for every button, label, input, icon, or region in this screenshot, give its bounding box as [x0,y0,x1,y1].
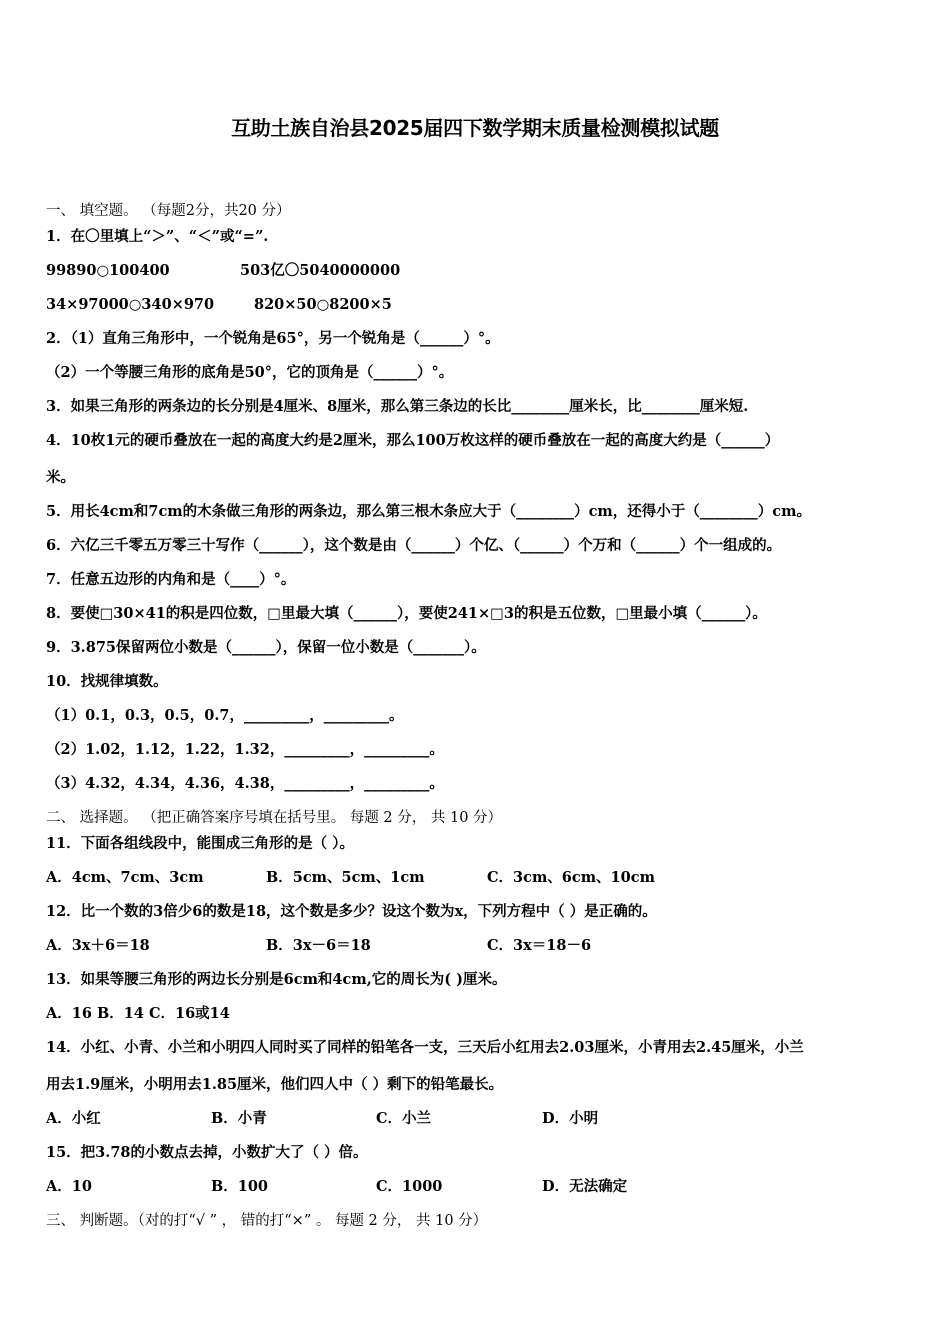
question-7: 7．任意五边形的内角和是（____）°。 [46,571,296,588]
question-15-option-a: A．10 [46,1178,92,1195]
question-14-option-c: C．小兰 [376,1110,432,1127]
question-4-line1: 4．10枚1元的硬币叠放在一起的高度大约是2厘米，那么100万枚这样的硬币叠放在一起的高度大约是（______） [46,432,780,449]
question-6: 6．六亿三千零五万零三十写作（______），这个数是由（______）个亿、（______）个万和（______）个一组成的。 [46,537,782,554]
section-2-heading: 二、 选择题。 （把正确答案序号填在括号里。 每题 2 分， 共 10 分） [46,810,503,826]
question-13-options: A．16 B．14 C．16或14 [46,1005,230,1022]
question-8: 8．要使□30×41的积是四位数，□里最大填（______），要使241×□3的积是五位数，□里最小填（______）。 [46,605,767,622]
question-4-line2: 米。 [46,469,75,486]
question-9: 9．3.875保留两位小数是（______），保留一位小数是（_______）。 [46,639,486,656]
question-12-option-b: B．3x－6＝18 [266,937,371,954]
page-title: 互助土族自治县2025届四下数学期末质量检测模拟试题 [231,116,719,140]
question-2-part2: （2）一个等腰三角形的底角是50°，它的顶角是（______）°。 [46,364,454,381]
question-12-option-c: C．3x＝18－6 [487,937,592,954]
question-10-part2: （2）1.02，1.12，1.22，1.32，_________，_________。 [46,741,444,758]
question-5: 5．用长4cm和7cm的木条做三角形的两条边，那么第三根木条应大于（________）cm，还得小于（________）cm。 [46,503,811,520]
question-13-stem: 13．如果等腰三角形的两边长分别是6cm和4cm,它的周长为( )厘米。 [46,971,507,988]
question-2-part1: 2．（1）直角三角形中，一个锐角是65°，另一个锐角是（______）°。 [46,330,500,347]
question-11-stem: 11．下面各组线段中，能围成三角形的是（ ）。 [46,835,354,852]
question-15-option-c: C．1000 [376,1178,443,1195]
question-1-row2-right: 820×50○8200×5 [254,296,392,313]
question-12-stem: 12．比一个数的3倍少6的数是18，这个数是多少？设这个数为x，下列方程中（ ）是正确的。 [46,903,657,920]
question-11-option-b: B．5cm、5cm、1cm [266,869,425,886]
question-15-option-d: D．无法确定 [542,1178,628,1195]
question-14-option-b: B．小青 [211,1110,267,1127]
question-10-part1: （1）0.1，0.3，0.5，0.7，_________，_________。 [46,707,404,724]
question-11-option-c: C．3cm、6cm、10cm [487,869,655,886]
section-1-heading: 一、 填空题。 （每题2分，共20 分） [46,203,291,219]
question-10-part3: （3）4.32，4.34，4.36，4.38，_________，_________。 [46,775,444,792]
question-14-option-a: A．小红 [46,1110,101,1127]
question-1-stem: 1．在〇里填上“＞”、“＜”或“=”. [46,228,269,245]
question-12-option-a: A．3x＋6＝18 [46,937,150,954]
question-10-stem: 10．找规律填数。 [46,673,168,690]
question-15-option-b: B．100 [211,1178,269,1195]
question-1-row1-right: 503亿〇5040000000 [240,262,401,279]
question-1-row1-left: 99890○100400 [46,262,170,279]
question-1-row2-left: 34×97000○340×970 [46,296,215,313]
question-14-line1: 14．小红、小青、小兰和小明四人同时买了同样的铅笔各一支，三天后小红用去2.03厘米，小青用去2.45厘米，小兰 [46,1039,804,1056]
question-14-option-d: D．小明 [542,1110,599,1127]
question-15-stem: 15．把3.78的小数点去掉，小数扩大了（ ）倍。 [46,1144,368,1161]
question-11-option-a: A．4cm、7cm、3cm [46,869,204,886]
question-14-line2: 用去1.9厘米，小明用去1.85厘米，他们四人中（ ）剩下的铅笔最长。 [46,1076,504,1093]
question-3: 3．如果三角形的两条边的长分别是4厘米、8厘米，那么第三条边的长比________厘米长，比________厘米短. [46,398,749,415]
section-3-heading: 三、 判断题。（对的打“√ ” ， 错的打“×” 。 每题 2 分， 共 10 分） [46,1213,488,1229]
